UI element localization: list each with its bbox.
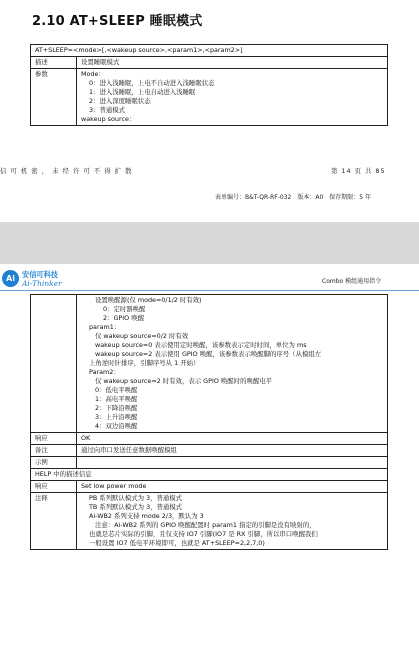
- row-value-response: OK: [77, 433, 388, 445]
- text-line: 1：高电平唤醒: [95, 395, 138, 403]
- text-line: TB 系列默认模式为 3，普通模式: [89, 503, 183, 511]
- brand-name-cn: 安信可科技: [22, 270, 58, 279]
- text-line: Param2：: [89, 368, 120, 376]
- param-line: wakeup source：: [81, 115, 136, 123]
- document-page-2: [0, 264, 419, 671]
- param-line: 2：进入深度睡眠状态: [89, 97, 151, 105]
- text-line: Ai-WB2 系列支持 mode 2/3，默认为 3: [89, 512, 204, 520]
- text-line: wakeup source=2 表示使用 GPIO 唤醒，该参数表示唤醒脚的序号（从模组左: [95, 350, 322, 358]
- row-label-description: 描述: [31, 57, 77, 69]
- param-line: 1：进入浅睡眠，上电自动进入浅睡眠: [89, 88, 196, 96]
- help-title: HELP 中的描述信息: [31, 469, 388, 481]
- row-value-params: [77, 69, 388, 126]
- command-table-2: [30, 294, 388, 550]
- brand-name-en: Ai-Thinker: [22, 279, 62, 288]
- row-value-example: [77, 457, 388, 469]
- text-line: 0：定时器唤醒: [103, 305, 146, 313]
- note-content: [77, 493, 388, 550]
- text-line: param1：: [89, 323, 121, 331]
- text-line: 3：上升沿唤醒: [95, 413, 138, 421]
- text-line: 上角逆时针排序，引脚序号从 1 开始）: [89, 359, 200, 367]
- page-gap: [0, 222, 419, 264]
- row-label-params: 参数: [31, 69, 77, 126]
- text-line: wakeup source=0 表示使用定时唤醒，该参数表示定时时间，单位为 ms: [95, 341, 307, 349]
- text-line: PB 系列默认模式为 3，普通模式: [89, 494, 183, 502]
- help-row-label: 响应: [31, 481, 77, 493]
- text-line: 4：双边沿唤醒: [95, 422, 138, 430]
- row-label-remark: 备注: [31, 445, 77, 457]
- confidential-notice: 信 可 机 密 ， 未 经 许 可 不 得 扩 散: [0, 167, 133, 175]
- text-line: 0：低电平唤醒: [95, 386, 138, 394]
- text-line: 仅 wakeup source=2 时有效，表示 GPIO 唤醒时的唤醒电平: [95, 377, 273, 385]
- row-label-example: 示例: [31, 457, 77, 469]
- section-heading: 2.10 AT+SLEEP 睡眠模式: [32, 14, 203, 29]
- row-value-remark: 通过向串口发送任意数据唤醒模组: [77, 445, 388, 457]
- form-info: 表单编号：B&T-QR-RF-032 版本：A0 保存期限：5 年: [215, 194, 371, 201]
- note-label: 注释: [31, 493, 77, 550]
- header-divider: [0, 290, 419, 291]
- page-number: 第 14 页 共 85: [331, 167, 386, 175]
- help-row-value: Set low power mode: [77, 481, 388, 493]
- row-label-response: 响应: [31, 433, 77, 445]
- row-label-empty: [31, 295, 77, 433]
- param-line: Mode：: [81, 70, 105, 78]
- text-line: 仅 wakeup source=0/2 时有效: [95, 332, 189, 340]
- text-line: 也就是芯片实际的引脚，且仅支持 IO7 引脚(IO7 是 RX 引脚，所以串口唤醒我们: [89, 530, 318, 538]
- text-line: 2：下降沿唤醒: [95, 404, 138, 412]
- document-title: Combo 模组通用指令: [322, 278, 382, 285]
- param-continuation: [77, 295, 388, 433]
- ai-thinker-logo-icon: Ai: [2, 270, 19, 287]
- param-line: 0：进入浅睡眠，上电不自动进入浅睡眠状态: [89, 79, 215, 87]
- row-value-description: 设置睡眠模式: [77, 57, 388, 69]
- text-line: 2：GPIO 唤醒: [103, 314, 144, 322]
- command-syntax: AT+SLEEP=<mode>[,<wakeup source>,<param1>,<param2>]: [31, 45, 388, 57]
- text-line: 设置唤醒源(仅 mode=0/1/2 时有效): [95, 296, 202, 304]
- text-line: 一般设置 IO7 低电平环境即可，也就是 AT+SLEEP=2,2,7,0): [89, 539, 265, 547]
- document-page-1: [0, 0, 419, 222]
- param-line: 3：普通模式: [89, 106, 126, 114]
- command-table-1: [30, 44, 388, 126]
- text-line: 注意：Ai-WB2 系列的 GPIO 唤醒配置时 param1 指定的引脚是没有映射的，: [95, 521, 316, 529]
